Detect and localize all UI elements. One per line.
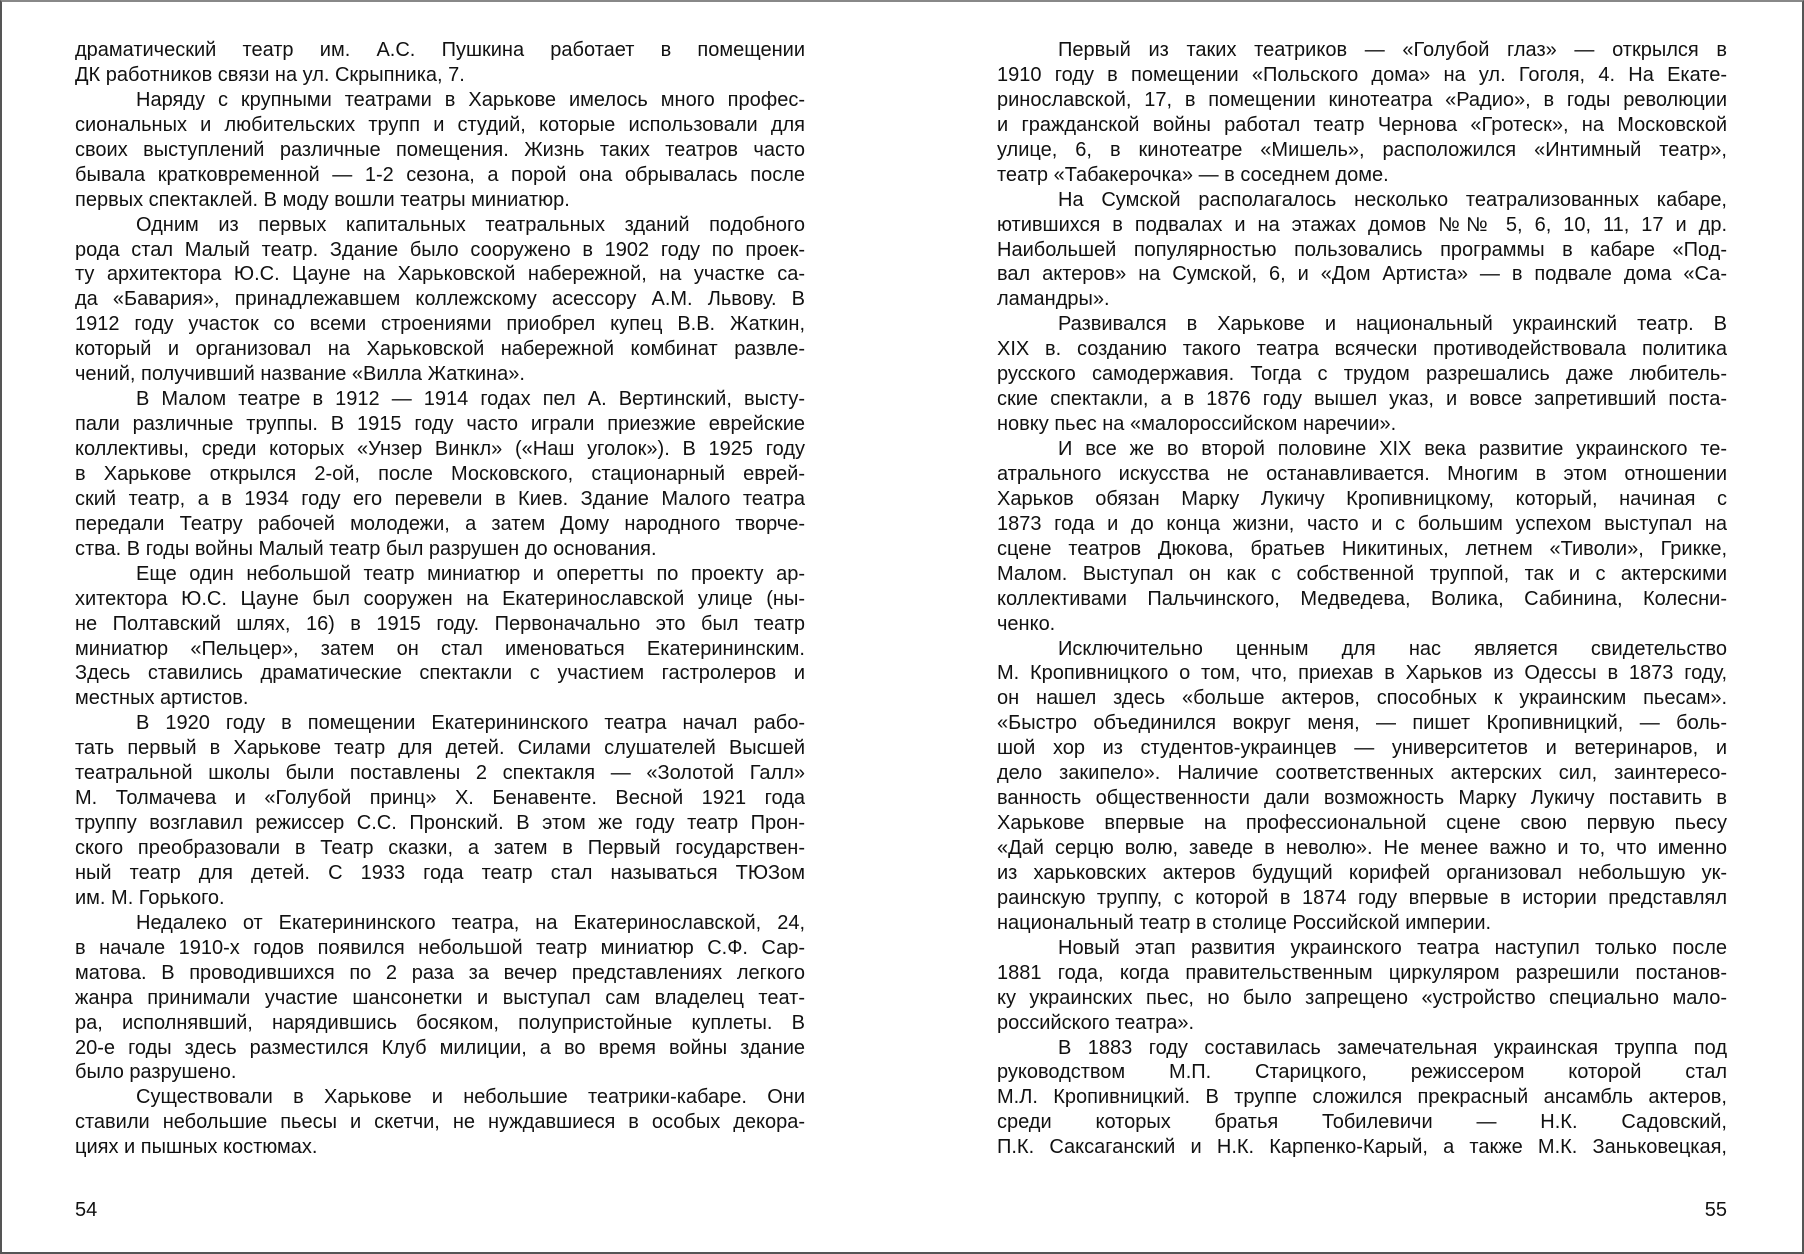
text-line: миниатюр «Пельцер», затем он стал именоваться Екатерининским. [75,637,805,660]
text-line: «Быстро объединился вокруг меня, — пишет Кропивницкий, — боль- [997,712,1727,735]
text-line: атрального искусства не останавливается. Многим в этом отношении [997,462,1727,485]
text-line: «Дай серцю волю, заведе в неволю». Не менее важно и то, что именно [997,837,1727,859]
text-line: ламандры». [997,288,1110,311]
text-line: улице, 6, в кинотеатре «Мишель», расположился «Интимный театр», [997,138,1727,161]
text-line: драматический театр им. А.С. Пушкина работает в помещении [75,39,805,61]
text-line: Харьков обязан Марку Лукичу Кропивницкому, который, начиная с [997,487,1727,510]
text-line: вал актеров» на Сумской, 6, и «Дом Артиста» — в подвале дома «Са- [997,263,1727,286]
text-line: новку пьес на «малороссийском наречии». [997,413,1397,436]
text-line: Наряду с крупными театрами в Харькове имелось много профес- [136,88,805,111]
page-number-right: 55 [1704,1199,1727,1221]
paragraph [75,711,805,911]
text-line: М. Кропивницкого о том, что, приехав в Харьков из Одессы в 1873 году, [997,662,1727,685]
text-line: коллективами Пальчинского, Медведева, Волика, Сабинина, Колесни- [997,587,1727,610]
text-line: Одним из первых капитальных театральных зданий подобного [136,213,805,236]
text-line: 20-е годы здесь разместился Клуб милиции, а во время войны здание [75,1036,805,1059]
text-line: ра, исполнявший, нарядившись босяком, полупристойные куплеты. В [75,1011,805,1034]
text-line: коллективы, среди которых «Унзер Винкл» («Наш уголок»). В 1925 году [75,438,805,460]
text-line: театральной школы были поставлены 2 спектакля — «Золотой Галл» [75,762,805,785]
text-line: ку украинских пьес, но было запрещено «устройство специально мало- [997,986,1727,1009]
text-line: который и организовал на Харьковской набережной комбинат развле- [75,338,805,361]
text-line: им. М. Горького. [75,886,225,909]
text-line: Здесь ставились драматические спектакли с участием гастролеров и [75,662,805,685]
paragraph [997,188,1727,313]
text-line: и гражданской войны работал театр Чернова «Гротеск», на Московской [997,113,1727,136]
text-line: тать первый в Харькове театр для детей. Силами слушателей Высшей [75,737,805,760]
text-line: не Полтавский шлях, 16) в 1915 году. Первоначально это был театр [75,612,805,635]
right-page-text [997,38,1727,1160]
text-line: российского театра». [997,1011,1195,1034]
text-line: жанра принимали участие шансонетки и выступал сам владелец теат- [75,986,805,1009]
text-line: ванность общественности дали возможность Марку Лукичу поставить в [997,787,1727,810]
text-line: Харькове впервые на профессиональной сцене свою первую пьесу [997,812,1727,835]
text-line: руководством М.П. Старицкого, режиссером которой стал [997,1061,1727,1084]
text-line: В Малом театре в 1912 — 1914 годах пел А. Вертинский, высту- [136,388,805,411]
paragraph [997,936,1727,1036]
text-line: Существовали в Харькове и небольшие театрики-кабаре. Они [136,1086,805,1109]
text-line: рода стал Малый театр. Здание было сооружено в 1902 году по проек- [75,238,805,261]
text-line: Наибольшей популярностью пользовались программы в кабаре «Под- [997,238,1727,261]
text-line: сцене театров Дюкова, братьев Никитиных, летнем «Тиволи», Грикке, [997,537,1727,560]
text-line: Недалеко от Екатерининского театра, на Екатеринославской, 24, [136,911,805,934]
text-line: бывала кратковременной — 1-2 сезона, а порой она обрывалась после [75,163,805,186]
page-number-left: 54 [75,1199,98,1221]
paragraph [75,38,805,88]
text-line: пали различные труппы. В 1915 году часто играли приезжие еврейские [75,413,805,436]
text-line: матова. В проводившихся по 2 раза за вечер представлениях легкого [75,961,805,984]
text-line: театр «Табакерочка» — в соседнем доме. [997,163,1389,186]
text-line: своих выступлений различные помещения. Жизнь таких театров часто [75,138,805,161]
paragraph [75,387,805,562]
text-line: 1881 года, когда правительственным циркуляром разрешили постанов- [997,961,1727,984]
paragraph [997,38,1727,188]
text-line: П.К. Саксаганский и Н.К. Карпенко-Карый, а также М.К. Заньковецкая, [997,1136,1727,1159]
text-line: 1910 году в помещении «Польского дома» на ул. Гоголя, 4. На Екате- [997,63,1727,86]
text-line: М.Л. Кропивницкий. В труппе сложился прекрасный ансамбль актеров, [997,1086,1727,1109]
text-line: передали Театру рабочей молодежи, а затем Дому народного творче- [75,512,805,535]
text-line: Первый из таких театриков — «Голубой глаз» — открылся в [1058,39,1727,61]
text-line: дело закипело». Наличие соответственных актерских сил, заинтересо- [997,762,1727,785]
text-line: шой хор из студентов-украинцев — университетов и ветеринаров, и [997,737,1727,760]
paragraph [75,1085,805,1160]
text-line: ченко. [997,612,1056,635]
text-line: Еще один небольшой театр миниатюр и оперетты по проекту ар- [136,562,805,585]
text-line: XIX в. созданию такого театра всячески противодействовала политика [997,338,1727,361]
paragraph [75,562,805,712]
text-line: М. Толмачева и «Голубой принц» Х. Бенавенте. Весной 1921 года [75,787,805,810]
text-line: раинскую труппу, с которой в 1874 году впервые в истории представлял [997,886,1727,909]
text-line: 1912 году участок со всеми строениями приобрел купец В.В. Жаткин, [75,313,805,336]
text-line: да «Бавария», принадлежавшем коллежскому асессору А.М. Львову. В [75,288,805,311]
text-line: русского самодержавия. Тогда с трудом разрешались даже любитель- [997,363,1727,386]
text-line: он нашел здесь «больше актеров, способных к украинским пьесам». [997,687,1727,710]
text-line: ринославской, 17, в помещении кинотеатра «Радио», в годы революции [997,88,1727,111]
left-page-text [75,38,805,1160]
text-line: среди которых братья Тобилевичи — Н.К. Садовский, [997,1111,1727,1134]
paragraph [75,213,805,388]
text-line: в Харькове открылся 2-ой, после Московского, стационарный еврей- [75,462,805,485]
text-line: В 1920 году в помещении Екатерининского театра начал рабо- [136,712,805,735]
text-line: И все же во второй половине XIX века развитие украинского те- [1058,438,1727,460]
paragraph [997,637,1727,936]
text-line: ставили небольшие пьесы и скетчи, не нуждавшиеся в особых декора- [75,1111,805,1134]
text-line: Исключительно ценным для нас является свидетельство [1058,637,1727,660]
text-line: В 1883 году составилась замечательная украинская труппа под [1058,1036,1727,1059]
text-line: 1873 года и до конца жизни, часто и с большим успехом выступал на [997,512,1727,535]
text-line: ный театр для детей. С 1933 года театр стал называться ТЮЗом [75,861,805,884]
text-line: ДК работников связи на ул. Скрыпника, 7. [75,63,465,86]
text-line: ту архитектора Ю.С. Цауне на Харьковской набережной, на участке са- [75,263,805,286]
text-line: ского преобразовали в Театр сказки, а затем в Первый государствен- [75,837,805,859]
text-line: Развивался в Харькове и национальный украинский театр. В [1058,313,1727,336]
text-line: ский театр, а в 1934 году его перевели в Киев. Здание Малого театра [75,487,805,510]
text-line: ютившихся в подвалах и на этажах домов №№ 5, 6, 10, 11, 17 и др. [997,213,1727,236]
text-line: сиональных и любительских трупп и студий, которые использовали для [75,113,805,136]
text-line: циях и пышных костюмах. [75,1136,318,1159]
paragraph [75,911,805,1086]
text-line: было разрушено. [75,1061,237,1084]
paragraph [75,88,805,213]
text-line: Малом. Выступал он как с собственной труппой, так и с актерскими [997,562,1727,585]
paragraph [997,437,1727,637]
text-line: чений, получивший название «Вилла Жаткина». [75,363,525,386]
text-line: национальный театр в столице Российской империи. [997,911,1492,934]
text-line: из харьковских актеров будущий корифей организовал небольшую ук- [997,861,1727,884]
text-line: местных артистов. [75,687,249,710]
paragraph [997,1036,1727,1161]
text-line: хитектора Ю.С. Цауне был сооружен на Екатеринославской улице (ны- [75,587,805,610]
text-line: Новый этап развития украинского театра наступил только после [1058,936,1727,959]
text-line: труппу возглавил режиссер С.С. Пронский. В этом же году театр Прон- [75,812,805,835]
text-line: На Сумской располагалось несколько театрализованных кабаре, [1058,188,1727,211]
text-line: первых спектаклей. В моду вошли театры миниатюр. [75,188,570,211]
paragraph [997,312,1727,437]
text-line: в начале 1910-х годов появился небольшой театр миниатюр С.Ф. Сар- [75,936,805,959]
text-line: ства. В годы войны Малый театр был разрушен до основания. [75,537,657,560]
text-line: ские спектакли, а в 1876 году вышел указ, и вовсе запретивший поста- [997,388,1727,411]
